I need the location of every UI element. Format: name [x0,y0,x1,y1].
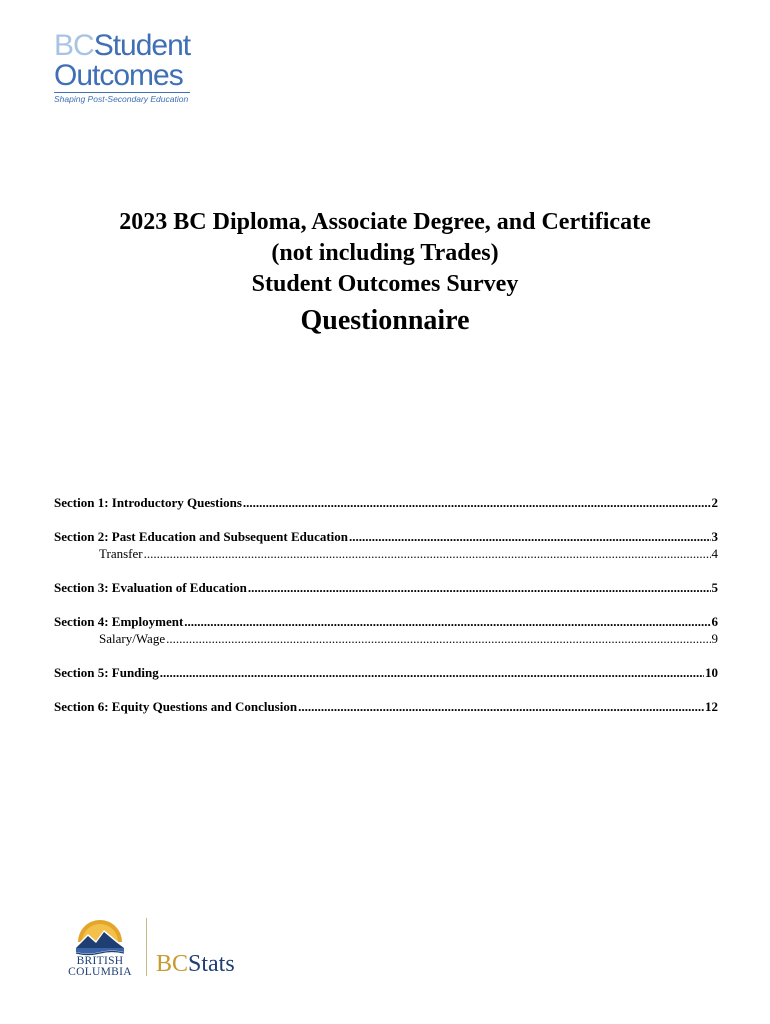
toc-entry-label: Salary/Wage [99,631,166,646]
toc-entry-label: Section 5: Funding [54,665,159,680]
toc-dot-leader [243,494,711,511]
logo-tagline: Shaping Post-Secondary Education [54,94,189,104]
logo-divider [146,918,147,976]
toc-dot-leader [166,630,710,647]
toc-entry-label: Section 6: Equity Questions and Conclusion [54,699,298,714]
toc-entry-transfer[interactable] [54,545,718,562]
bc-line-2: COLUMBIA [68,966,132,978]
toc-entry-section-3[interactable] [54,579,718,596]
logo-student-text: Student [93,29,191,62]
logo-outcomes-text: Outcomes [54,59,183,92]
table-of-contents [54,494,718,715]
toc-entry-salary-wage[interactable] [54,630,718,647]
toc-entry-section-4[interactable] [54,613,718,630]
bc-stats-logo [156,952,235,976]
toc-entry-section-5[interactable] [54,664,718,681]
toc-dot-leader [248,579,711,596]
title-questionnaire: Questionnaire [300,305,470,336]
toc-entry-label: Transfer [99,546,143,561]
toc-entry-section-6[interactable] [54,698,718,715]
toc-dot-leader [160,664,704,681]
title-line-2: (not including Trades) [271,240,499,266]
bc-student-outcomes-logo [54,29,204,104]
toc-entry-page: 9 [711,631,718,646]
toc-entry-page: 6 [711,614,718,629]
toc-entry-page: 12 [705,699,718,714]
toc-entry-section-2[interactable] [54,528,718,545]
logo-bc-text: BC [54,29,94,62]
bc-stats-bc-text: BC [156,951,189,977]
title-line-1: 2023 BC Diploma, Associate Degree, and Certificate [119,209,651,235]
toc-dot-leader [184,613,710,630]
toc-dot-leader [298,698,704,715]
toc-entry-label: Section 2: Past Education and Subsequent Education [54,529,349,544]
bc-stats-word: Stats [188,951,235,977]
toc-dot-leader [349,528,710,545]
bc-line-1: BRITISH [76,955,124,967]
bc-sun-mountains-icon [72,916,128,956]
toc-entry-page: 5 [711,580,718,595]
title-line-3: Student Outcomes Survey [251,271,519,297]
toc-entry-page: 3 [711,529,718,544]
toc-entry-page: 2 [711,495,718,510]
toc-entry-label: Section 3: Evaluation of Education [54,580,247,595]
toc-entry-label: Section 1: Introductory Questions [54,495,242,510]
toc-entry-label: Section 4: Employment [54,614,184,629]
toc-entry-page: 10 [705,665,718,680]
document-title [0,207,770,340]
british-columbia-logo [62,916,138,978]
toc-entry-page: 4 [711,546,718,561]
toc-dot-leader [144,545,711,562]
footer-logos [62,912,235,978]
toc-entry-section-1[interactable] [54,494,718,511]
